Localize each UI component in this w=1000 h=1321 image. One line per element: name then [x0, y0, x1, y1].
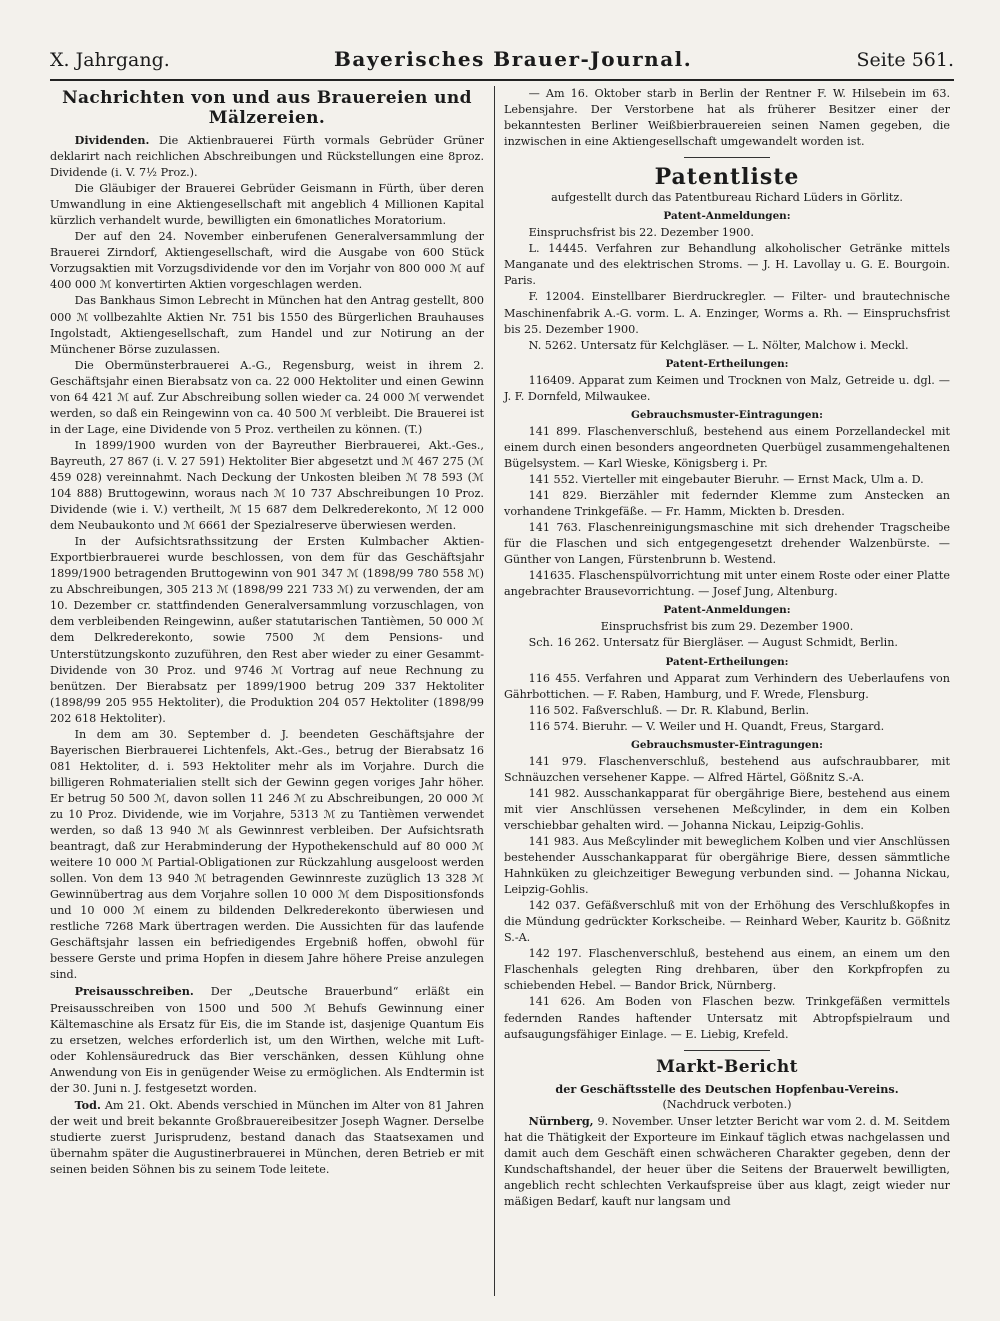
paragraph: Die Obermünsterbrauerei A.-G., Regensburg, weist in ihrem 2. Geschäftsjahr einen Bierabsatz von ca. 22 000 Hektoliter und einen Gewinn von 64 421 ℳ auf. Zur Abschreibung sollen wieder ca. 24 000 ℳ verwendet werden, so daß ein Reingewinn von ca. 40 500 ℳ verbleibt. Die Brauerei ist in der Lage, eine Dividende von 5 Proz. vertheilen zu können. (T.) [50, 358, 484, 436]
section-heading-brewery-news: Nachrichten von und aus Brauereien und Mälzereien. [62, 88, 472, 128]
paragraph: Die Gläubiger der Brauerei Gebrüder Geismann in Fürth, über deren Umwandlung in eine Aktiengesellschaft mit angeblich 4 Millionen Kapital kürzlich verhandelt wurde, bewilligten ein 6monatliches Moratorium. [50, 182, 484, 228]
patent-entry: Sch. 16 262. Untersatz für Biergläser. — August Schmidt, Berlin. [528, 636, 898, 650]
paragraph: In der Aufsichtsrathssitzung der Ersten Kulmbacher Aktien-Exportbierbrauerei wurde beschlossen, von dem für das Geschäftsjahr 1899/1900 betragenden Bruttogewinn von 901 347 ℳ (1898/99 780 558 ℳ) zu Abschreibungen, 305 213 ℳ (1898/99 221 733 ℳ) zu verwenden, der am 10. Dezember cr. stattfindenden Generalversammlung vorzuschlagen, von dem verbleibenden Reingewinn, außer statutarischen Tantièmen, 50 000 ℳ dem Delkrederekonto, sowie 7500 ℳ dem Pensions- und Unterstützungskonto zuzuführen, den Rest aber wieder zu einer Gesammt-Dividende von 30 Proz. und 9746 ℳ Vortrag auf neue Rechnung zu benützen. Der Bierabsatz per 1899/1900 betrug 209 337 Hektoliter (1898/99 205 955 Hektoliter), die Produktion 204 057 Hektoliter (1898/99 202 618 Hektoliter). [50, 535, 484, 725]
patent-entry: 116 455. Verfahren und Apparat zum Verhindern des Ueberlaufens von Gährbottichen. — F. Raben, Hamburg, und F. Wrede, Flensburg. [504, 671, 950, 701]
paragraph: Einspruchsfrist bis 22. Dezember 1900. [528, 226, 754, 240]
paragraph-text: Der „Deutsche Brauerbund“ erläßt ein Preisausschreiben von 1500 und 500 ℳ Behufs Gewinnung einer Kältemaschine als Ersatz für Eis, die im Stande ist, dasjenige Quantum Eis zu ersetzen, welches erforderlich ist, um den Wirthen, welche mit Luft- oder Kohlensäuredruck das Bier verschänken, dessen Kühlung ohne Anwendung von Eis in genügender Weise zu ermöglichen. Als Endtermin ist der 30. Juni n. J. festgesetzt worden. [50, 985, 484, 1095]
patent-entry: F. 12004. Einstellbarer Bierdruckregler. — Filter- und brautechnische Maschinenfabrik A.-G. vorm. L. A. Enzinger, Worms a. Rh. — Einspruchsfrist bis 25. Dezember 1900. [504, 290, 950, 336]
lead-nuremberg: Nürnberg, [528, 1113, 594, 1128]
right-column [504, 86, 950, 1210]
left-column [50, 86, 484, 1178]
paragraph: Der auf den 24. November einberufenen Generalversammlung der Brauerei Zirndorf, Aktiengesellschaft, wird die Ausgabe von 600 Stück Vorzugsaktien mit Vorzugsdividende vor den im Vorjahr von 800 000 ℳ auf 400 000 ℳ konvertirten Aktien vorgeschlagen werden. [50, 230, 484, 292]
paragraph: — Am 16. Oktober starb in Berlin der Rentner F. W. Hilsebein im 63. Lebensjahre. Der Verstorbene hat als früherer Besitzer einer der bekanntesten Berliner Weißbierbrauereien seinen Namen gegeben, die inzwischen in eine Aktiengesellschaft umgewandelt worden ist. [504, 87, 950, 149]
page-header [50, 47, 954, 81]
patent-entry: 141635. Flaschenspülvorrichtung mit unter einem Roste oder einer Platte angebrachter Brausevorrichtung. — Josef Jung, Altenburg. [504, 569, 950, 599]
lead-death: Tod. [74, 1097, 101, 1112]
paragraph-text: Die Aktienbrauerei Fürth vormals Gebrüder Grüner deklarirt nach reichlichen Abschreibungen und Rückstellungen eine 8proz. Dividende (i. V. 7½ Proz.). [50, 134, 484, 180]
section-rule [684, 157, 770, 158]
patent-entry: 116 502. Faßverschluß. — Dr. R. Klabund, Berlin. [528, 703, 810, 717]
patent-entry: 141 899. Flaschenverschluß, bestehend aus einem Porzellandeckel mit einem durch einen besonders angeordneten Querbügel zusammengehaltenen Bügelsystem. — Karl Wieske, Königsberg i. Pr. [504, 424, 950, 470]
subheading: Gebrauchsmuster-Eintragungen: [631, 738, 823, 751]
patent-entry: 141 979. Flaschenverschluß, bestehend aus aufschraubbarer, mit Schnäuzchen versehener Kappe. — Alfred Härtel, Gößnitz S.-A. [504, 754, 950, 784]
lead-dividends: Dividenden. [74, 133, 150, 147]
paragraph: In 1899/1900 wurden von der Bayreuther Bierbrauerei, Akt.-Ges., Bayreuth, 27 867 (i. V. 27 591) Hektoliter Bier abgesetzt und ℳ 467 275 (ℳ 459 028) vereinnahmt. Nach Deckung der Unkosten bleiben ℳ 78 593 (ℳ 104 888) Bruttogewinn, woraus nach ℳ 10 737 Abschreibungen 10 Proz. Dividende (wie i. V.) vertheilt, ℳ 15 687 dem Delkrederekonto, ℳ 12 000 dem Neubaukonto und ℳ 6661 der Spezialreserve überwiesen werden. [50, 438, 484, 533]
patent-entry: 116409. Apparat zum Keimen und Trocknen von Malz, Getreide u. dgl. — J. F. Dornfeld, Milwaukee. [504, 373, 950, 403]
paragraph: Einspruchsfrist bis zum 29. Dezember 1900. [600, 620, 854, 634]
section-heading-market: Markt-Bericht [656, 1056, 798, 1077]
patent-entry: 142 197. Flaschenverschluß, bestehend aus einem, an einem um den Flaschenhals gelegten Ring drehbaren, über den Korkpfropfen zu schiebenden Hebel. — Bandor Brick, Nürnberg. [504, 947, 950, 993]
patent-source: aufgestellt durch das Patentbureau Richard Lüders in Görlitz. [551, 191, 903, 205]
subheading: Patent-Ertheilungen: [665, 655, 789, 668]
reprint-note: (Nachdruck verboten.) [662, 1097, 792, 1111]
patent-entry: 141 829. Bierzähler mit federnder Klemme zum Anstecken an vorhandene Trinkgefäße. — Fr. Hamm, Mickten b. Dresden. [504, 489, 950, 519]
subheading: Patent-Ertheilungen: [665, 357, 789, 370]
column-divider [494, 86, 495, 1296]
patent-entry: 141 763. Flaschenreinigungsmaschine mit sich drehender Tragscheibe für die Flaschen und sich entgegengesetzt drehender Walzenbürste. — Günther von Langen, Fürstenbrunn b. Westend. [504, 521, 950, 567]
patent-entry: N. 5262. Untersatz für Kelchgläser. — L. Nölter, Malchow i. Meckl. [528, 338, 909, 352]
lead-prize: Preisausschreiben. [74, 984, 194, 999]
patent-entry: 141 552. Vierteller mit eingebauter Bieruhr. — Ernst Mack, Ulm a. D. [528, 472, 924, 486]
page-number: Seite 561. [856, 49, 954, 71]
paragraph: Das Bankhaus Simon Lebrecht in München hat den Antrag gestellt, 800 000 ℳ vollbezahlte Aktien Nr. 751 bis 1550 des Bürgerlichen Brauhauses Ingolstadt, Aktiengesellschaft, zum Handel und zur Notirung an der Münchener Börse zuzulassen. [50, 294, 484, 356]
paragraph-text: Am 21. Okt. Abends verschied in München im Alter von 81 Jahren der weit und breit bekannte Großbrauereibesitzer Joseph Wagner. Derselbe studierte zuerst Jurisprudenz, bestand danach das Staatsexamen und übernahm später die Augustinerbrauerei in München, deren Betrieb er mit seinen beiden Söhnen bis zu seinem Tode leitete. [50, 1098, 484, 1176]
paragraph-dividends [50, 132, 484, 181]
section-rule [684, 1050, 770, 1051]
market-source: der Geschäftsstelle des Deutschen Hopfenbau-Vereins. [555, 1081, 899, 1096]
volume-label: X. Jahrgang. [50, 49, 170, 71]
patent-entry: 116 574. Bieruhr. — V. Weiler und H. Quandt, Freus, Stargard. [528, 719, 885, 733]
subheading: Patent-Anmeldungen: [663, 604, 791, 617]
paragraph: In dem am 30. September d. J. beendeten Geschäftsjahre der Bayerischen Bierbrauerei Lichtenfels, Akt.-Ges., betrug der Bierabsatz 16 081 Hektoliter, d. i. 593 Hektoliter mehr als im Vorjahre. Durch die billigeren Rohmaterialien stellt sich der Gewinn gegen voriges Jahr höher. Er betrug 50 500 ℳ, davon sollen 11 246 ℳ zu Abschreibungen, 20 000 ℳ zu 10 Proz. Dividende, wie im Vorjahre, 5313 ℳ zu Tantièmen verwendet werden, so daß 13 940 ℳ als Gewinnrest verbleiben. Der Aufsichtsrath beantragt, daß zur Herabminderung der Hypothekenschuld auf 80 000 ℳ weitere 10 000 ℳ Partial-Obligationen zur Rückzahlung ausgeloost werden sollen. Von dem 13 940 ℳ betragenden Gewinnreste zuzüglich 13 328 ℳ Gewinnübertrag aus dem Vorjahre sollen 10 000 ℳ dem Dispositionsfonds und 10 000 ℳ einem zu bildenden Delkrederekonto überwiesen und restliche 7268 Mark übertragen werden. Die Aussichten für das laufende Geschäftsjahr lassen ein befriedigendes Ergebniß hoffen, obwohl für bessere Gerste und prima Hopfen in diesem Jahre höhere Preise anzulegen sind. [50, 727, 484, 982]
paragraph-prize [50, 983, 484, 1096]
subheading: Gebrauchsmuster-Eintragungen: [631, 408, 823, 421]
patent-entry: L. 14445. Verfahren zur Behandlung alkoholischer Getränke mittels Manganate und des elektrischen Stroms. — J. H. Lavollay u. G. E. Bourgoin. Paris. [504, 242, 950, 288]
patent-entry: 141 982. Ausschankapparat für obergährige Biere, bestehend aus einem mit vier Anschlüssen versehenen Meßcylinder, in dem ein Kolben verschiebbar gehalten wird. — Johanna Nickau, Leipzig-Gohlis. [504, 786, 950, 832]
paragraph-death [50, 1097, 484, 1178]
journal-title: Bayerisches Brauer-Journal. [334, 47, 693, 71]
section-heading-patents: Patentliste [654, 164, 800, 191]
paragraph-market-nuremberg [504, 1113, 950, 1210]
subheading: Patent-Anmeldungen: [663, 210, 791, 223]
patent-entry: 141 983. Aus Meßcylinder mit beweglichem Kolben und vier Anschlüssen bestehender Ausschankapparat für obergährige Biere, dessen sämmtliche Hahnküken zu gleichzeitiger Bewegung verbunden sind. — Johanna Nickau, Leipzig-Gohlis. [504, 835, 950, 897]
patent-entry: 142 037. Gefäßverschluß mit von der Erhöhung des Verschlußkopfes in die Mündung gedrückter Korkscheibe. — Reinhard Weber, Kauritz b. Gößnitz S.-A. [504, 899, 950, 945]
paragraph-text: 9. November. Unser letzter Bericht war vom 2. d. M. Seitdem hat die Thätigkeit der Exporteure im Einkauf täglich etwas nachgelassen und damit auch dem Geschäft einen schwächeren Charakter gegeben, denn der Kundschaftshandel, der heuer über die Seitens der Brauerwelt bewilligten, angeblich recht schlechten Verkaufspreise über aus klagt, zeigt wieder nur mäßigen Bedarf, kauft nur langsam und [504, 1114, 950, 1208]
patent-entry: 141 626. Am Boden von Flaschen bezw. Trinkgefäßen vermittels federnden Randes haftender Untersatz mit Abtropfspielraum und aufsaugungsfähiger Einlage. — E. Liebig, Krefeld. [504, 995, 950, 1041]
